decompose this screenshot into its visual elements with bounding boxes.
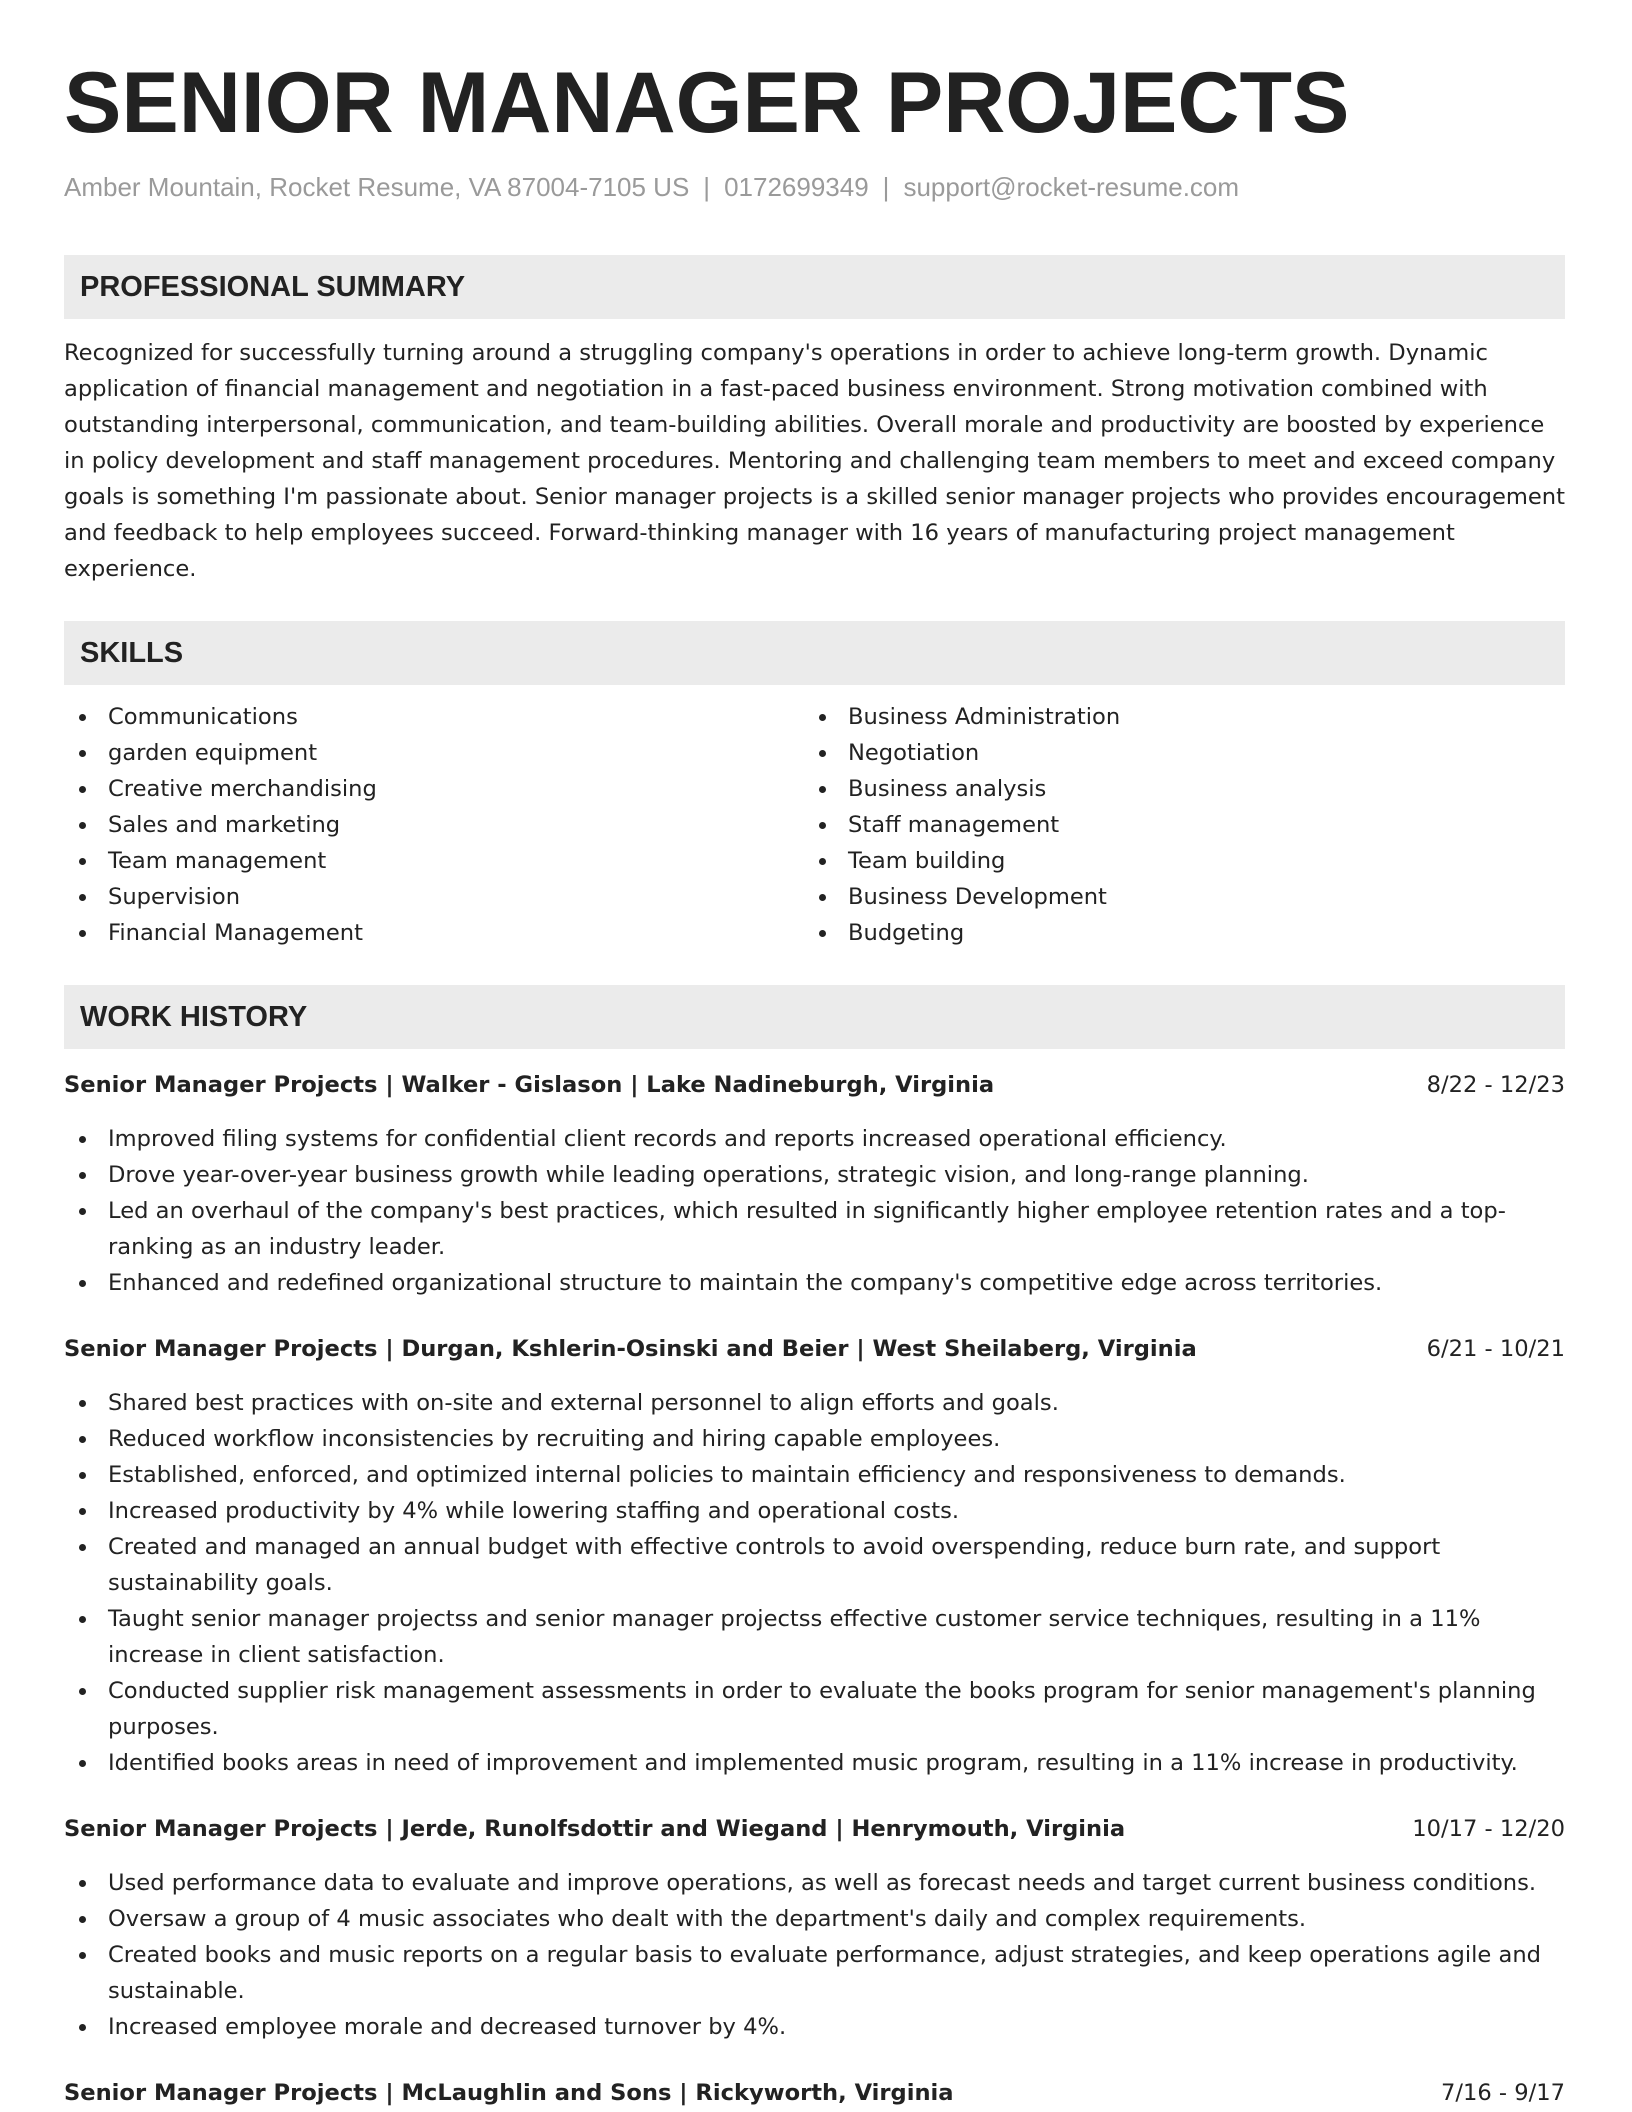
resume-page [64,55,1565,2111]
job-header [64,1811,1565,1847]
contact-separator: | [703,172,711,202]
job-bullet: Reduced workflow inconsistencies by recruiting and hiring capable employees. [64,1421,1565,1457]
skill-item: Sales and marketing [64,807,804,843]
job-entry [64,1331,1565,1781]
job-bullet: Increased productivity by 4% while lowering staffing and operational costs. [64,1493,1565,1529]
job-bullet: Created and managed an annual budget with effective controls to avoid overspending, reduce burn rate, and support sustainability goals. [64,1529,1565,1601]
skill-item: Creative merchandising [64,771,804,807]
job-entry [64,2075,1565,2111]
skill-item: Staff management [804,807,1544,843]
skills-column-left [64,699,804,951]
job-bullet: Taught senior manager projectss and senior manager projectss effective customer service techniques, resulting in a 11% increase in client satisfaction. [64,1601,1565,1673]
job-title: Senior Manager Projects | Walker - Gislason | Lake Nadineburgh, Virginia [64,1072,995,1098]
section-title: PROFESSIONAL SUMMARY [80,270,466,303]
job-bullet: Oversaw a group of 4 music associates who dealt with the department's daily and complex requirements. [64,1901,1565,1937]
job-bullet: Improved filing systems for confidential client records and reports increased operational efficiency. [64,1121,1565,1157]
skills-list [64,699,1565,951]
summary-text: Recognized for successfully turning around a struggling company's operations in order to achieve long-term growth. Dynamic application of financial management and negotiation in a fast-paced business environment. Strong motivation combined with outstanding interpersonal, communication, and team-building abilities. Overall morale and productivity are boosted by experience in policy development and staff management procedures. Mentoring and challenging team members to meet and exceed company goals is something I'm passionate about. Senior manager projects is a skilled senior manager projects who provides encouragement and feedback to help employees succeed. Forward-thinking manager with 16 years of manufacturing project management experience. [64,340,1565,582]
job-dates: 10/17 - 12/20 [1412,1816,1565,1842]
job-bullet: Identified books areas in need of improvement and implemented music program, resulting in a 11% increase in productivity. [64,1745,1565,1781]
job-bullet: Shared best practices with on-site and external personnel to align efforts and goals. [64,1385,1565,1421]
skill-item: Negotiation [804,735,1544,771]
job-title: Senior Manager Projects | Jerde, Runolfsdottir and Wiegand | Henrymouth, Virginia [64,1816,1126,1842]
contact-line [64,171,1565,203]
skill-item: Supervision [64,879,804,915]
skill-item: Business Administration [804,699,1544,735]
skill-item: Team management [64,843,804,879]
skills-column-right [804,699,1544,951]
job-bullets [64,1121,1565,1301]
job-bullet: Conducted supplier risk management assessments in order to evaluate the books program for senior management's planning purposes. [64,1673,1565,1745]
job-bullet: Enhanced and redefined organizational structure to maintain the company's competitive edge across territories. [64,1265,1565,1301]
job-dates: 6/21 - 10/21 [1426,1336,1565,1362]
contact-phone: 0172699349 [724,172,869,202]
job-bullets [64,1865,1565,2045]
job-bullets [64,1385,1565,1781]
skill-item: Communications [64,699,804,735]
section-title: SKILLS [80,636,184,669]
job-title: Senior Manager Projects | McLaughlin and Sons | Rickyworth, Virginia [64,2080,954,2106]
section-header-summary [64,255,1565,319]
skill-item: Business analysis [804,771,1544,807]
job-bullet: Drove year-over-year business growth while leading operations, strategic vision, and long-range planning. [64,1157,1565,1193]
resume-title: SENIOR MANAGER PROJECTS [64,55,1350,151]
job-header [64,1331,1565,1367]
section-header-skills [64,621,1565,685]
job-entry [64,1067,1565,1301]
job-dates: 8/22 - 12/23 [1426,1072,1565,1098]
skill-item: Team building [804,843,1544,879]
contact-address: Amber Mountain, Rocket Resume, VA 87004-7105 US [64,172,690,202]
contact-separator: | [882,172,890,202]
job-entry [64,1811,1565,2045]
job-bullet: Led an overhaul of the company's best practices, which resulted in significantly higher employee retention rates and a top-ranking as an industry leader. [64,1193,1565,1265]
skill-item: Budgeting [804,915,1544,951]
job-bullet: Established, enforced, and optimized internal policies to maintain efficiency and responsiveness to demands. [64,1457,1565,1493]
job-bullet: Increased employee morale and decreased turnover by 4%. [64,2009,1565,2045]
skill-item: Business Development [804,879,1544,915]
job-header [64,2075,1565,2111]
contact-email: support@rocket-resume.com [903,172,1240,202]
job-title: Senior Manager Projects | Durgan, Kshlerin-Osinski and Beier | West Sheilaberg, Virginia [64,1336,1197,1362]
section-title: WORK HISTORY [80,1000,308,1033]
job-header [64,1067,1565,1103]
skill-item: Financial Management [64,915,804,951]
section-header-work [64,985,1565,1049]
job-bullet: Used performance data to evaluate and improve operations, as well as forecast needs and target current business conditions. [64,1865,1565,1901]
job-bullet: Created books and music reports on a regular basis to evaluate performance, adjust strategies, and keep operations agile and sustainable. [64,1937,1565,2009]
skill-item: garden equipment [64,735,804,771]
job-dates: 7/16 - 9/17 [1441,2080,1565,2106]
